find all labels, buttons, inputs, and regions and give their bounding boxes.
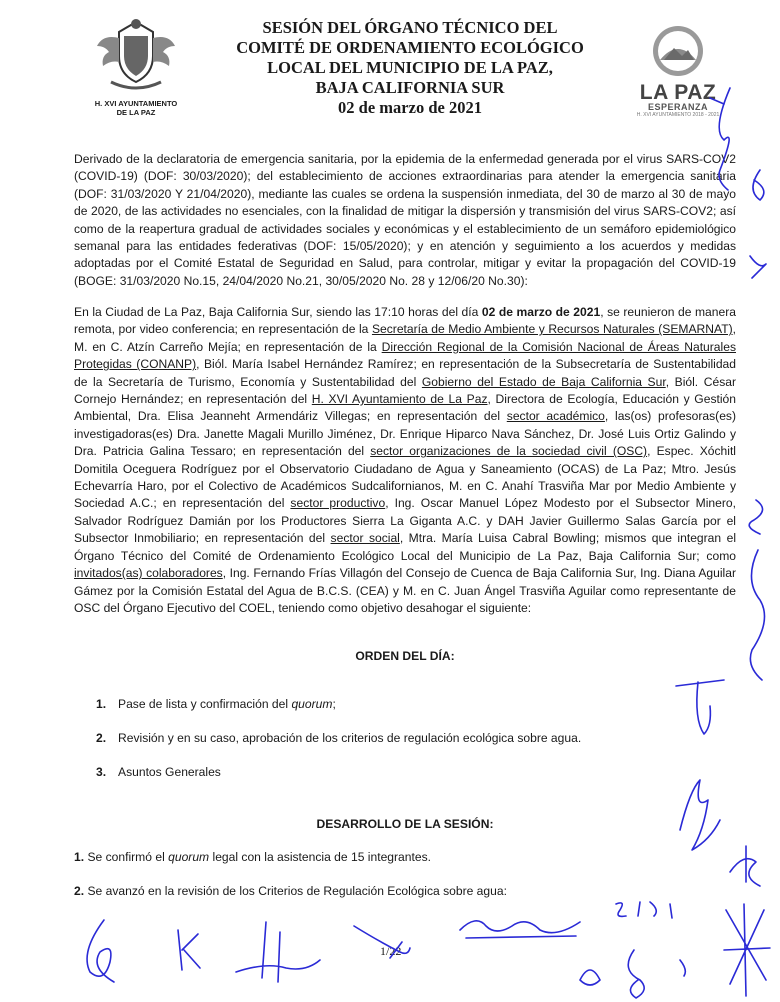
- development-line: [74, 884, 507, 898]
- handwritten-initials: [740, 160, 776, 280]
- session-date: 02 de marzo de 2021: [338, 98, 482, 117]
- title-line: LOCAL DEL MUNICIPIO DE LA PAZ,: [267, 58, 553, 77]
- underlined-entity: H. XVI Ayuntamiento de La Paz: [311, 392, 488, 407]
- intro-paragraph: Derivado de la declaratoria de emergencia sanitaria, por la epidemia de la enfermedad generada por el virus SARS-COV2 (COVID-19) (DOF: 30/03/2020); del establecimiento de acciones extraordinarias para atender la emergencia sanitaria (DOF: 31/03/2020 Y 21/04/2020), mediante las cuales se ordena la suspensión inmediata, del 30 de marzo al 30 de mayo de 2020, de las actividades no esenciales, con la finalidad de mitigar la dispersión y transmisión del virus SARS-COV2; así como de la reapertura gradual de actividades sociales y económicas y el establecimiento de un semáforo epidemiológico semanal para las entidades federativas (DOF: 15/05/2020); y en atención y seguimiento a los acuerdos y medidas adoptadas por el Comité Estatal de Seguridad en Salud, para controlar, mitigar y evitar la propagación del COVID-19 (BOGE: 31/03/2020 No.15, 24/04/2020 No.21, 30/05/2020 No. 28 y 12/06/20 No.30):: [74, 152, 736, 288]
- handwritten-signature: [456, 908, 586, 948]
- handwritten-signature: [226, 912, 326, 992]
- development-line-text: Se confirmó el: [84, 850, 169, 864]
- paragraph-text: , Ing. Oscar Manuel López Modesto por el Subsector Minero, Salvador Rodríguez Damián por los Productores Sierra La Giganta A.C. y DAH Javier Guillermo Salas García por el Subsector Inmobiliario; en representación del: [74, 496, 736, 546]
- paragraph-text: En la Ciudad de La Paz, Baja California Sur, siendo las 17:10 horas del día: [74, 305, 482, 319]
- bold-date: 02 de marzo de 2021: [481, 305, 601, 319]
- agenda-item-text: Asuntos Generales: [118, 765, 221, 779]
- underlined-entity: sector académico: [506, 409, 605, 424]
- development-line: [74, 850, 431, 864]
- paragraph-text: , se reunieron de manera remota, por video conferencia; en representación de la: [74, 305, 736, 337]
- agenda-item: [96, 765, 221, 779]
- paragraph-text: , M. en C. Atzín Carreño Mejía; en representación de la: [74, 322, 736, 354]
- seal-caption: H. XVI AYUNTAMIENTO: [94, 99, 178, 108]
- agenda-item-number: 2.: [96, 731, 107, 745]
- title-line: BAJA CALIFORNIA SUR: [315, 78, 505, 97]
- agenda-item-number: 3.: [96, 765, 107, 779]
- handwritten-initials: [170, 920, 210, 980]
- agenda-item-text: Revisión y en su caso, aprobación de los criterios de regulación ecológica sobre agua.: [118, 731, 582, 745]
- seal-caption: DE LA PAZ: [116, 108, 156, 117]
- paragraph-text: , Mtra. María Luisa Cabral Bowling; mismos que integran el Órgano Técnico del Comité de Ordenamiento Ecológico Local del Municipio de La Paz, Baja California Sur; como: [74, 531, 737, 563]
- agenda-item: [96, 731, 581, 745]
- paragraph-text: , Espec. Xóchitl Domitila Oceguera Rodríguez por el Observatorio Ciudadano de Agua y Saneamiento (OCAS) de La Paz; Mtro. Jesús Echevarría Haro, por el Colectivo de Académicos Sudcalifornianos, M. en C. Anahí Trasviña Mar por Medio Ambiente y Sociedad A.C.; en representación del: [74, 444, 736, 511]
- municipal-seal: [86, 16, 186, 117]
- underlined-entity: sector organizaciones de la sociedad civil (OSC): [370, 444, 648, 459]
- agenda-item-text: Pase de lista y confirmación del: [118, 697, 292, 711]
- logo-wordmark: LA PAZ: [639, 81, 717, 104]
- paragraph-text: , las(os) profesoras(es) investigadoras(es) Dra. Janette Magali Murillo Jiménez, Dr. Enrique Hiparco Nava Sánchez, Dr. José Luis Ortiz Galindo y Dra. Patricia Galina Tessaro; en representación del: [74, 409, 736, 459]
- development-line-number: 2.: [74, 884, 85, 898]
- page-number: 1/22: [380, 944, 402, 958]
- underlined-entity: Dirección Regional de la Comisión Nacional de Áreas Naturales Protegidas (CONANP): [74, 339, 736, 372]
- title-line: SESIÓN DEL ÓRGANO TÉCNICO DEL: [262, 18, 558, 37]
- underlined-entity: Secretaría de Medio Ambiente y Recursos Naturales (SEMARNAT): [371, 322, 733, 337]
- handwritten-signature: [70, 912, 140, 992]
- handwritten-initials: [570, 940, 710, 1002]
- agenda-heading: ORDEN DEL DÍA:: [355, 649, 455, 663]
- underlined-entity: sector social: [330, 531, 400, 546]
- underlined-entity: Gobierno del Estado de Baja California Sur: [421, 374, 666, 389]
- handwritten-initials: [720, 842, 770, 892]
- document-title: [200, 18, 620, 118]
- seal-emblem-icon: [91, 16, 181, 94]
- agenda-item-emphasis: quorum: [291, 697, 333, 711]
- paragraph-text: , Directora de Ecología, Educación y Gestión Ambiental, Dra. Elisa Jeanneht Armendáriz Villegas; en representación del: [74, 392, 736, 424]
- development-heading: DESARROLLO DE LA SESIÓN:: [316, 817, 494, 831]
- logo-subtitle: ESPERANZA: [647, 102, 708, 112]
- handwritten-signature: [736, 490, 776, 690]
- development-line-text: Se avanzó en la revisión de los Criterios de Regulación Ecológica sobre agua:: [84, 884, 507, 898]
- logo-emblem-icon: [634, 24, 722, 78]
- handwritten-signature: [716, 900, 776, 1000]
- underlined-entity: invitados(as) colaboradores: [74, 566, 223, 581]
- handwritten-initials: [350, 912, 420, 972]
- development-line-number: 1.: [74, 850, 85, 864]
- underlined-entity: sector productivo: [290, 496, 386, 511]
- agenda-item: [96, 697, 336, 711]
- development-line-text: legal con la asistencia de 15 integrantes.: [209, 850, 432, 864]
- attendance-paragraph: [74, 304, 736, 617]
- title-line: COMITÉ DE ORDENAMIENTO ECOLÓGICO: [236, 38, 584, 57]
- development-line-emphasis: quorum: [168, 850, 210, 864]
- paragraph-text: , Biól. María Isabel Hernández Ramírez; en representación de la Subsecretaría de Sustentabilidad de la Secretaría de Turismo, Economía y Sustentabilidad del: [74, 357, 736, 389]
- handwritten-initials: [610, 896, 690, 926]
- paragraph-text: , Ing. Fernando Frías Villagón del Consejo de Cuenca de Baja California Sur, Ing. Diana Aguilar Gámez por la Comisión Estatal del Agua de B.C.S. (CEA) y M. en C. Juan Ángel Trasviña Aguilar como representante de OSC del Órgano Ejecutivo del COEL, teniendo como objetivo desahogar el siguiente:: [74, 566, 736, 615]
- agenda-item-number: 1.: [96, 697, 107, 711]
- logo-fineprint: H. XVI AYUNTAMIENTO 2018 - 2021: [636, 112, 720, 118]
- handwritten-initials: [668, 670, 738, 750]
- paragraph-text: , Biól. César Cornejo Hernández; en representación del: [74, 374, 736, 407]
- agenda-item-suffix: ;: [332, 697, 336, 711]
